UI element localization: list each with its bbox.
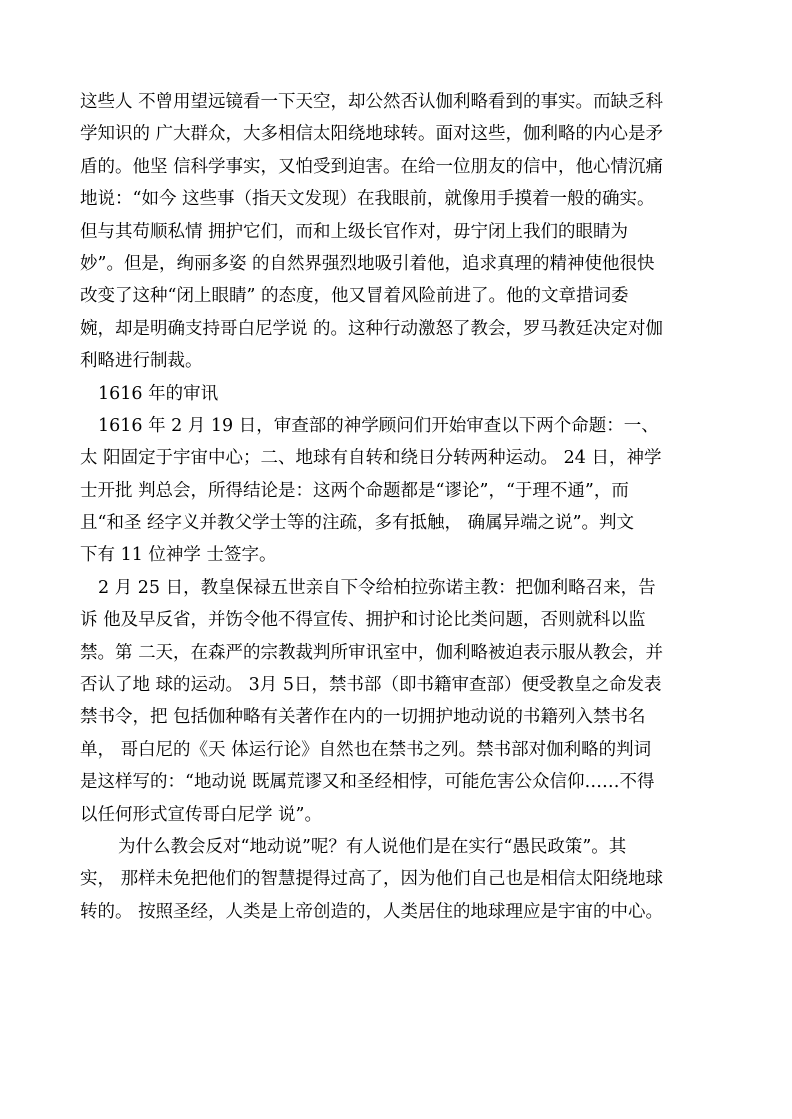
text-line: 诉 他及早反省，并饬令他不得宣传、拥护和讨论比类问题，否则就科以监 [80, 610, 646, 631]
text-line: 为什么教会反对“地动说”呢？有人说他们是在实行“愚民政策”。其 [118, 836, 627, 857]
text-line: 学知识的 广大群众，大多相信太阳绕地球转。面对这些，伽利略的内心是矛 [80, 124, 664, 145]
text-line: 婉，却是明确支持哥白尼学说 的。这种行动激怒了教会，罗马教廷决定对伽 [80, 318, 664, 339]
text-line: 否认了地 球的运动。 3月 5日，禁书部（即书籍审查部）便受教皇之命发表 [80, 675, 662, 696]
text-line: 地说：“如今 这些事（指天文发现）在我眼前，就像用手摸着一般的确实。 [80, 189, 655, 210]
text-line: 禁书令，把 包括伽种略有关著作在内的一切拥护地动说的书籍列入禁书名 [80, 707, 646, 728]
section-heading: 1616 年的审讯 [98, 383, 219, 404]
text-line: 妙”。但是，绚丽多姿 的自然界强烈地吸引着他，追求真理的精神使他很快 [80, 253, 655, 274]
text-line: 太 阳固定于宇宙中心；二、地球有自转和绕日分转两种运动。 24 日，神学 [80, 448, 662, 469]
text-line: 利略进行制裁。 [80, 351, 203, 372]
text-line: 但与其苟顺私情 拥护它们，而和上级长官作对，毋宁闭上我们的眼睛为 [80, 221, 629, 242]
text-line: 转的。 按照圣经，人类是上帝创造的，人类居住的地球理应是宇宙的中心。 [80, 901, 664, 922]
body-text [80, 86, 720, 928]
text-line: 士开批 判总会，所得结论是：这两个命题都是“谬论”，“于理不通”，而 [80, 480, 629, 501]
text-line: 禁。第 二天，在森严的宗教裁判所审讯室中，伽利略被迫表示服从教会，并 [80, 642, 664, 663]
text-line: 实， 那样未免把他们的智慧提得过高了，因为他们自己也是相信太阳绕地球 [80, 869, 664, 890]
text-line: 是这样写的：“地动说 既属荒谬又和圣经相悖，可能危害公众信仰……不得 [80, 772, 655, 793]
text-line: 下有 11 位神学 士签字。 [80, 545, 277, 566]
text-line: 这些人 不曾用望远镜看一下天空，却公然否认伽利略看到的事实。而缺乏科 [80, 92, 664, 112]
text-line: 改变了这种“闭上眼睛” 的态度，他又冒着风险前进了。他的文章措词委 [80, 286, 629, 307]
text-line: 以任何形式宣传哥白尼学 说”。 [80, 804, 323, 825]
text-line: 2 月 25 日，教皇保禄五世亲自下令给柏拉弥诺主教：把伽利略召来，告 [98, 577, 656, 598]
text-line: 盾的。他坚 信科学事实，又怕受到迫害。在给一位朋友的信中，他心情沉痛 [80, 156, 664, 177]
text-line: 1616 年 2 月 19 日，审查部的神学顾问们开始审查以下两个命题：一、 [98, 415, 659, 436]
text-line: 且“和圣 经字义并教父学士等的注疏，多有抵触， 确属异端之说”。判文 [80, 513, 635, 534]
text-line: 单， 哥白尼的《天 体运行论》自然也在禁书之列。禁书部对伽利略的判词 [80, 739, 652, 760]
